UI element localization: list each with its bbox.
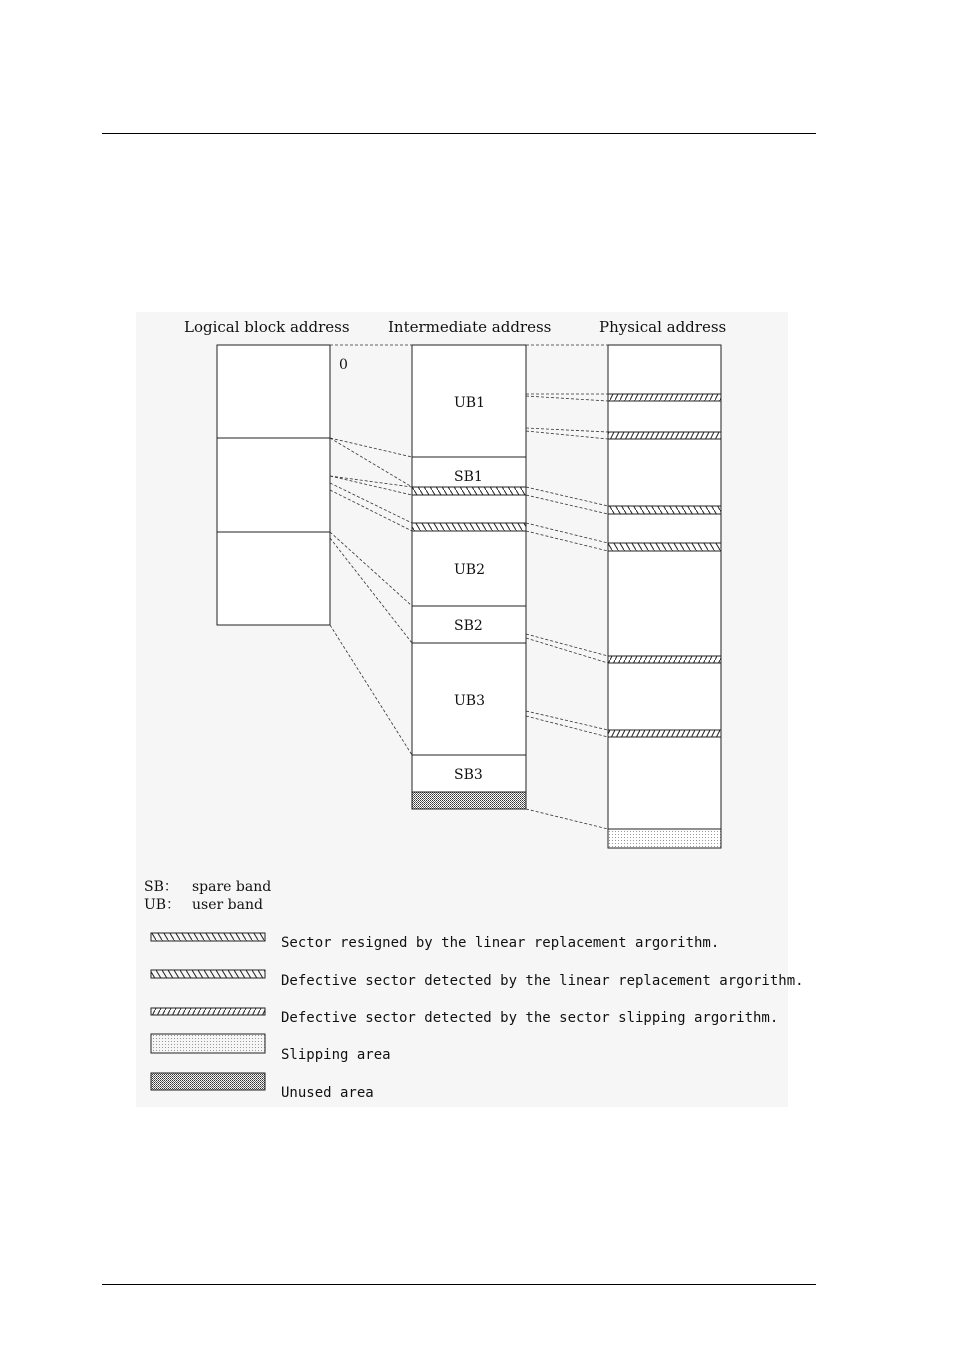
intermediate-unused-area [412,792,526,809]
band-sb1: SB1 [454,469,483,485]
header-intermediate: Intermediate address [388,318,552,336]
abbr-ub-meaning: user band [192,897,263,913]
legend-swatch-unused-area [151,1073,265,1090]
legend-swatch-slipping-area [151,1034,265,1053]
legend-swatch-defective-slipping [151,1008,265,1015]
header-logical: Logical block address [184,318,350,336]
legend-text-unused-area: Unused area [281,1085,374,1101]
physical-slipping-defect-3 [608,656,721,663]
legend-swatch-resigned-linear [151,933,265,941]
legend-text-defective-linear: Defective sector detected by the linear replacement argorithm. [281,973,804,989]
abbr-sb-meaning: spare band [192,879,272,895]
legend-swatch-defective-linear [151,970,265,978]
physical-column [608,345,721,848]
zero-label: 0 [339,357,348,373]
physical-slipping-defect-2 [608,432,721,439]
band-ub1: UB1 [454,395,485,411]
physical-slipping-defect-1 [608,394,721,401]
band-sb3: SB3 [454,767,483,783]
physical-linear-defect-2 [608,543,721,551]
intermediate-resigned-sector-2 [412,523,526,531]
physical-slipping-area [608,829,721,848]
physical-slipping-defect-4 [608,730,721,737]
legend-text-slipping-area: Slipping area [281,1047,391,1063]
band-sb2: SB2 [454,618,483,634]
logical-column [217,345,330,625]
legend-text-defective-slipping: Defective sector detected by the sector slipping argorithm. [281,1010,779,1026]
abbr-ub: UB： [144,897,181,913]
header-physical: Physical address [599,318,727,336]
abbr-sb: SB： [144,879,178,895]
band-ub2: UB2 [454,562,485,578]
intermediate-resigned-sector-1 [412,487,526,495]
physical-linear-defect-1 [608,506,721,514]
band-ub3: UB3 [454,693,485,709]
legend-text-resigned-linear: Sector resigned by the linear replacement argorithm. [281,935,720,951]
